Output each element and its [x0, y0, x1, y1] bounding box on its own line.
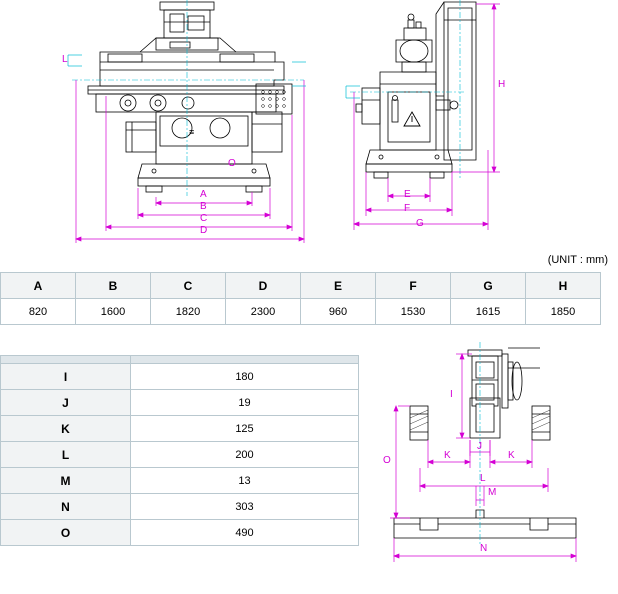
table-row [1, 299, 601, 325]
table-header-H: H [526, 273, 601, 299]
table-row [1, 390, 359, 416]
row-value-L: 200 [131, 442, 359, 468]
table-header-B: B [76, 273, 151, 299]
table-row [1, 494, 359, 520]
dim-label-N-detail: N [480, 543, 488, 554]
row-label-N: N [1, 494, 131, 520]
dim-label-B: B [200, 201, 207, 212]
row-label-K: K [1, 416, 131, 442]
dim-label-J-detail: J [477, 441, 482, 452]
table-value-C: 1820 [151, 299, 226, 325]
row-value-J: 19 [131, 390, 359, 416]
row-label-L: L [1, 442, 131, 468]
table-header-E: E [301, 273, 376, 299]
accent-cell-right [131, 356, 359, 364]
table-row [1, 468, 359, 494]
dim-label-E: E [404, 189, 411, 200]
side-elevation-svg [336, 0, 518, 250]
dim-label-K-left: K [444, 450, 451, 461]
row-label-I: I [1, 364, 131, 390]
table-row [1, 364, 359, 390]
dim-label-O-front: O [228, 158, 236, 169]
dim-label-H: H [498, 79, 506, 90]
row-label-J: J [1, 390, 131, 416]
table-header-F: F [376, 273, 451, 299]
front-elevation-drawing [60, 0, 320, 250]
svg-text:≡: ≡ [189, 127, 195, 137]
table-value-D: 2300 [226, 299, 301, 325]
side-elevation-drawing [336, 0, 518, 250]
dim-label-M-detail: M [488, 487, 497, 498]
dim-label-L-front: L [62, 54, 68, 65]
table-value-A: 820 [1, 299, 76, 325]
table-header-row [1, 273, 601, 299]
table-row [1, 416, 359, 442]
row-value-O: 490 [131, 520, 359, 546]
dim-label-F: F [404, 203, 411, 214]
table-header-G: G [451, 273, 526, 299]
dimension-table-secondary [0, 355, 359, 546]
table-row [1, 442, 359, 468]
row-value-M: 13 [131, 468, 359, 494]
row-label-O: O [1, 520, 131, 546]
table-value-G: 1615 [451, 299, 526, 325]
dimension-table-main [0, 272, 601, 325]
row-value-I: 180 [131, 364, 359, 390]
dim-label-D: D [200, 225, 208, 236]
table-header-C: C [151, 273, 226, 299]
table-value-H: 1850 [526, 299, 601, 325]
table-value-E: 960 [301, 299, 376, 325]
table-value-B: 1600 [76, 299, 151, 325]
row-value-K: 125 [131, 416, 359, 442]
unit-note: (UNIT : mm) [547, 254, 608, 266]
dim-label-A: A [200, 189, 207, 200]
dim-label-L-detail: L [480, 473, 486, 484]
table-slot-detail-drawing [380, 340, 610, 570]
table-value-F: 1530 [376, 299, 451, 325]
front-elevation-svg [60, 0, 320, 250]
table-slot-detail-svg [380, 340, 610, 570]
dim-label-G: G [416, 218, 424, 229]
dim-label-C: C [200, 213, 208, 224]
dim-label-O-detail: O [383, 455, 391, 466]
row-label-M: M [1, 468, 131, 494]
table-header-D: D [226, 273, 301, 299]
dim-label-I-detail: I [450, 389, 453, 400]
table-header-A: A [1, 273, 76, 299]
table-row [1, 520, 359, 546]
row-value-N: 303 [131, 494, 359, 520]
accent-cell-left [1, 356, 131, 364]
table-top-accent-bar [1, 356, 359, 364]
dim-label-K-right: K [508, 450, 515, 461]
